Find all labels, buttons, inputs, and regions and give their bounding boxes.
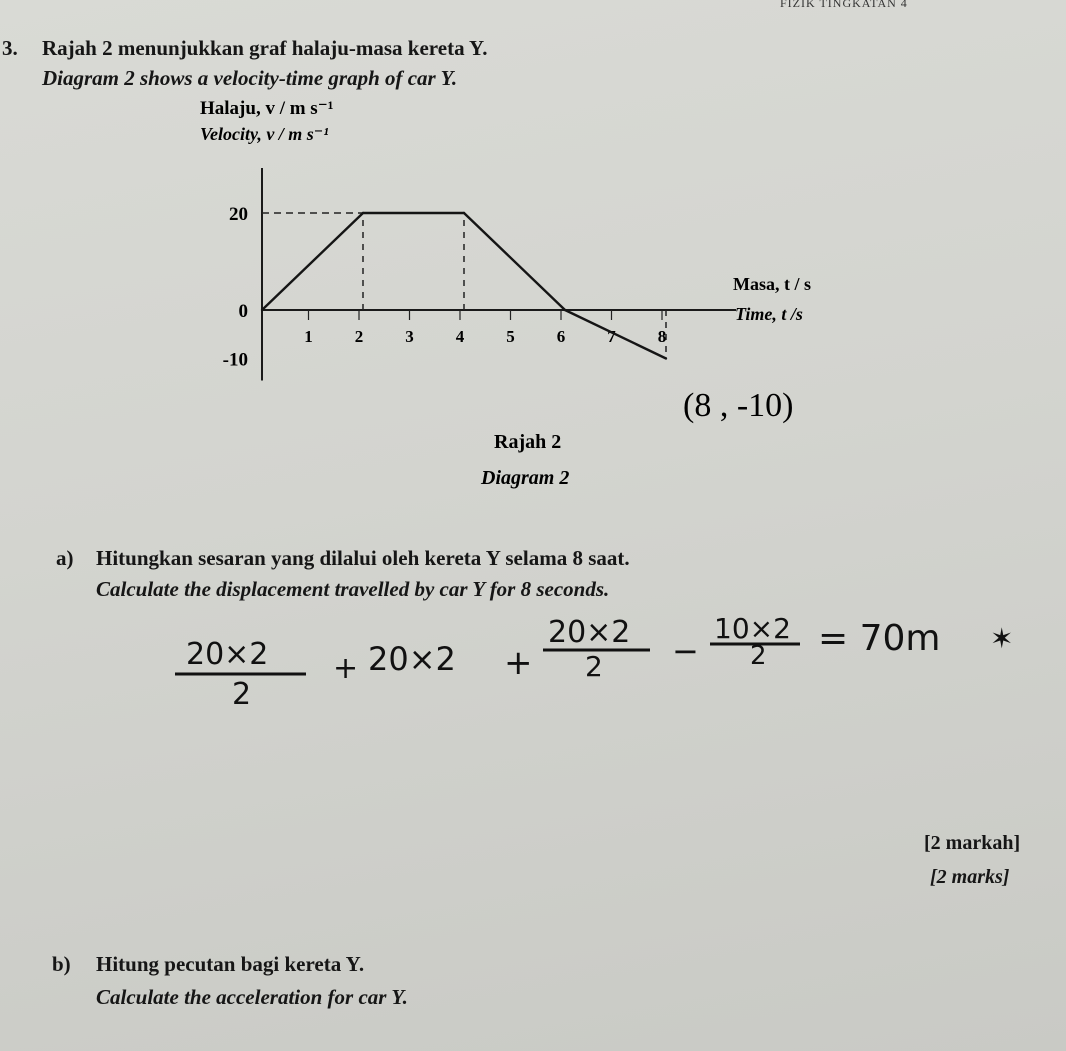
data-point xyxy=(564,309,566,311)
question-text-english: Diagram 2 shows a velocity-time graph of car Y. xyxy=(42,66,458,90)
x-tick-label: 6 xyxy=(556,327,566,346)
part-a-text-english: Calculate the displacement travelled by car Y for 8 seconds. xyxy=(96,577,610,601)
x-tick-label: 2 xyxy=(354,327,364,346)
data-point xyxy=(261,309,263,311)
handwritten-point-annotation: (8 , -10) xyxy=(683,387,794,424)
working-term1-numerator: 20×2 xyxy=(186,637,269,672)
x-axis-label-english: Time, t /s xyxy=(735,304,803,324)
question-text-malay: Rajah 2 menunjukkan graf halaju-masa kereta Y. xyxy=(42,36,488,60)
part-a-text-malay: Hitungkan sesaran yang dilalui oleh kereta Y selama 8 saat. xyxy=(96,546,630,570)
data-point xyxy=(665,357,667,359)
part-a-label: a) xyxy=(56,546,74,570)
page-header: FIZIK TINGKATAN 4 xyxy=(780,0,908,10)
part-b-text-english: Calculate the acceleration for car Y. xyxy=(96,985,408,1009)
data-point xyxy=(463,212,465,214)
working-operator-2: + xyxy=(504,643,533,683)
working-term4-numerator: 10×2 xyxy=(714,612,791,645)
figure-caption-malay: Rajah 2 xyxy=(494,431,562,453)
y-tick-label: -10 xyxy=(222,349,248,371)
x-tick-label: 5 xyxy=(506,327,515,346)
y-tick-label: 0 xyxy=(238,301,248,322)
working-operator-1: + xyxy=(333,651,359,686)
x-tick-label: 8 xyxy=(657,327,667,346)
part-a-marks-malay: [2 markah] xyxy=(924,832,1021,854)
velocity-time-graph xyxy=(0,0,1066,520)
question-number: 3. xyxy=(2,36,18,60)
working-term3-numerator: 20×2 xyxy=(548,615,631,650)
working-term1-denominator: 2 xyxy=(232,677,252,712)
working-operator-3: − xyxy=(672,632,699,670)
axes xyxy=(262,168,736,381)
x-tick-label: 1 xyxy=(304,327,313,346)
x-tick-label: 4 xyxy=(455,327,465,346)
data-point xyxy=(362,212,364,214)
y-axis-label-malay: Halaju, v / m s⁻¹ xyxy=(200,98,334,119)
star-mark-icon: ✶ xyxy=(990,622,1014,655)
tick-labels xyxy=(223,204,667,371)
x-tick-label: 3 xyxy=(405,327,414,346)
working-term4-denominator: 2 xyxy=(750,641,767,671)
x-axis-label-malay: Masa, t / s xyxy=(733,274,811,294)
working-term3-denominator: 2 xyxy=(585,650,603,683)
part-b-text-malay: Hitung pecutan bagi kereta Y. xyxy=(96,952,365,976)
figure-caption-english: Diagram 2 xyxy=(481,467,570,489)
y-tick-label: 20 xyxy=(229,204,248,225)
working-term2: 20×2 xyxy=(368,640,456,678)
working-result: = 70m xyxy=(818,618,941,659)
y-axis-label-english: Velocity, v / m s⁻¹ xyxy=(200,124,329,144)
part-b-label: b) xyxy=(52,952,71,976)
x-tick-label: 7 xyxy=(607,327,616,346)
part-a-marks-english: [2 marks] xyxy=(930,866,1010,888)
handwritten-working xyxy=(0,600,1066,720)
